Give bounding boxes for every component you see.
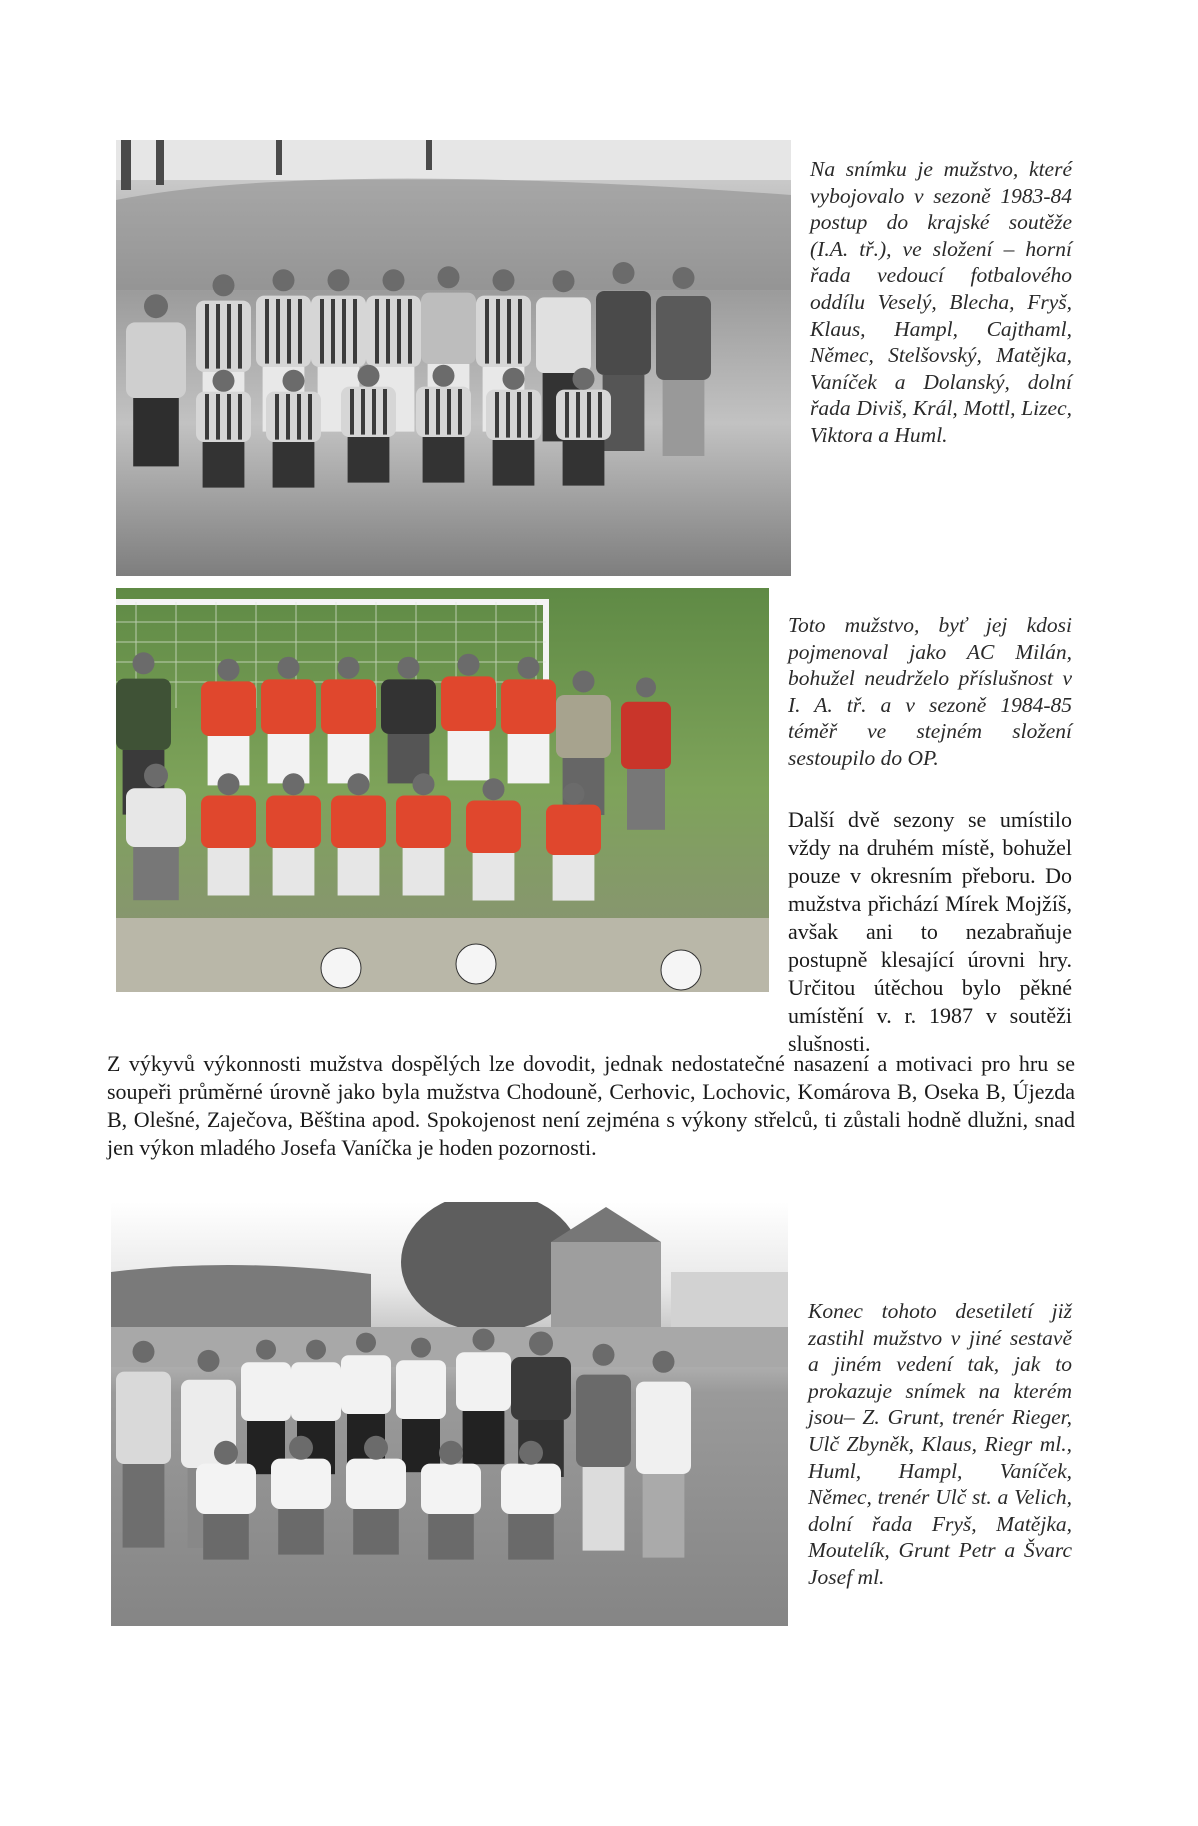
team-photo-end-of-decade (111, 1202, 788, 1626)
caption-team-red-jerseys: Toto mužstvo, byť jej kdosi pojmenoval jako AC Milán, bohužel neudrželo příslušnost v I. A. tř. a v sezoně 1984-85 téměř ve stejném složení sestoupilo do OP. (788, 613, 1072, 770)
player-figure (576, 1344, 631, 1551)
team-photo-end-of-decade-image (111, 1202, 788, 1626)
caption-team-end-of-decade: Konec tohoto desetiletí již zastihl mužstvo v jiné sestavě a jiném vedení tak, jak to prokazuje snímek na kterém jsou– Z. Grunt, trenér Rieger, Ulč Zbyněk, Klaus, Riegr ml., Huml, Hampl, Vaníček, Němec, trenér Ulč st. a Velich, dolní řada Fryš, Matějka, Moutelík, Grunt Petr a Švarc Josef ml. (808, 1299, 1072, 1589)
player-figure (116, 1341, 171, 1548)
team-photo-red-jerseys (116, 588, 769, 992)
team-photo-1983-84-image (116, 140, 791, 576)
player-figure (636, 1351, 691, 1558)
team-photo-red-jerseys-image (116, 588, 769, 992)
team-photo-1983-84 (116, 140, 791, 576)
body-paragraph-full: Z výkyvů výkonnosti mužstva dospělých lze dovodit, jednak nedostatečné nasazení a motivaci pro hru se soupeři průměrné úrovně jako byla mužstva Chodouně, Cerhovic, Lochovic, Komárova B, Oseka B, Újezda B, Olešné, Zaječova, Běština apod. Spokojenost není zejména s výkony střelců, ti zůstali hodně dlužni, snad jen výkon mladého Josefa Vaníčka je hoden pozornosti. (107, 1051, 1075, 1160)
caption-team-1983-84: Na snímku je mužstvo, které vybojovalo v sezoně 1983-84 postup do krajské soutěže (I.A. tř.), ve složení – horní řada vedoucí fotbalového oddílu Veselý, Blecha, Fryš, Klaus, Hampl, Cajthaml, Němec, Stelšovský, Matějka, Vaníček a Dolanský, dolní řada Diviš, Král, Mottl, Lizec, Viktora a Huml. (810, 157, 1072, 447)
body-paragraph-side: Další dvě sezony se umístilo vždy na druhém místě, bohužel pouze v okresním přeboru. Do mužstva přichází Mírek Mojžíš, avšak ani to nezabraňuje postupně klesající úrovni hry. Určitou útěchou bylo pěkné umístění v. r. 1987 v soutěži slušnosti. (788, 807, 1072, 1056)
